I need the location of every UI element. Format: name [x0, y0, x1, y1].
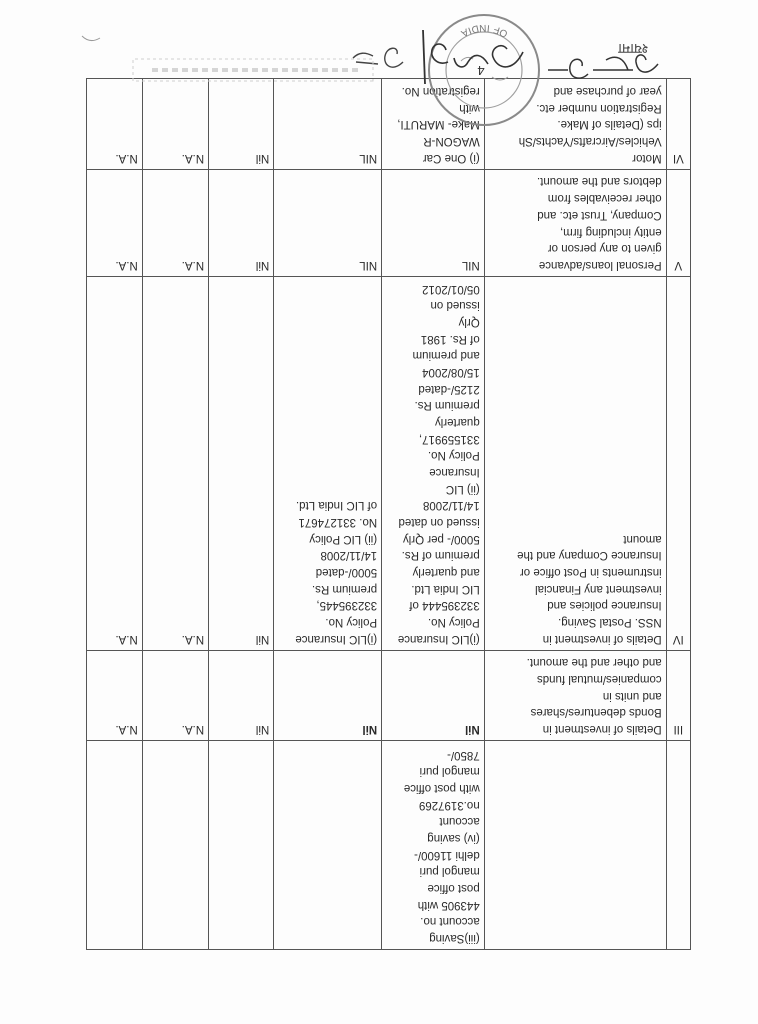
page-number: 4 — [477, 63, 485, 78]
dependent-1-value — [209, 741, 274, 950]
row-number: VI — [666, 79, 690, 169]
dependent-2-value: N.A. — [142, 79, 208, 169]
faint-date-stamp — [123, 49, 378, 89]
self-value: Nil — [382, 650, 485, 740]
row-number: V — [666, 169, 690, 276]
table-row — [87, 169, 691, 276]
self-value: NIL — [382, 169, 485, 276]
dependent-1-value: Nil — [209, 276, 274, 650]
row-description: Motor Vehicles/Aircrafts/Yachts/Sh ips (Details of Make. Registration number etc. year of purchase and — [484, 79, 666, 169]
spouse-value — [274, 741, 382, 950]
svg-text:OF INDIA: OF INDIA — [458, 21, 510, 40]
dependent-2-value: N.A. — [142, 276, 208, 650]
spouse-value: NIL — [274, 79, 382, 169]
dependent-3-value: N.A. — [87, 169, 143, 276]
table-row — [87, 650, 691, 740]
table-row — [87, 276, 691, 650]
dependent-1-value: Nil — [209, 650, 274, 740]
spouse-value: (i)LIC Insurance Policy No. 332395445, premium Rs. 5000/-dated 14/11/2008 (ii) LIC Policy No. 331274671 of LIC India Ltd. — [274, 276, 382, 650]
spouse-value: NIL — [274, 169, 382, 276]
assets-declaration-table — [86, 78, 691, 950]
row-description — [484, 741, 666, 950]
row-description: Personal loans/advance given to any person or entity including firm, Company, Trust etc. and other receivables from debtors and the amount. — [484, 169, 666, 276]
dependent-3-value: N.A. — [87, 650, 143, 740]
dependent-1-value: Nil — [209, 169, 274, 276]
self-value: (iii)Saving account no. 443905 with post office mangol puri delhi 11600/- (iv) saving account no.3197269 with post office mangol puri 7850/- — [382, 741, 485, 950]
spouse-value: Nil — [274, 650, 382, 740]
row-description: Details of investment in Bonds debentures/shares and units in companies/mutual funds and other and the amount. — [484, 650, 666, 740]
svg-text:श्यामा: श्यामा — [618, 40, 648, 56]
dependent-3-value: N.A. — [87, 276, 143, 650]
dependent-2-value: N.A. — [142, 169, 208, 276]
dependent-2-value — [142, 741, 208, 950]
row-number — [666, 741, 690, 950]
dependent-3-value: N.A. — [87, 79, 143, 169]
self-value: (i) One Car WAGON-R Make- MARUTI, with registration No. — [382, 79, 485, 169]
dependent-1-value: Nil — [209, 79, 274, 169]
scan-edge-mark — [80, 22, 110, 42]
signature-scribble — [538, 34, 668, 94]
self-value: (i)LIC Insurance Policy No. 332395444 of LIC India Ltd. and quarterly premium of Rs. 5000/- per Qrly issued on dated 14/11/2008 (ii) LIC Insurance Policy No. 331559917, quarterly premium Rs. 2125/-dated 15/08/2004 and premium of Rs. 1981 Qrly issued on 05/01/2012 — [382, 276, 485, 650]
row-description: Details of investment in NSS. Postal Saving. Insurance policies and investment any Financial instruments in Post office or Insurance Company and the amount — [484, 276, 666, 650]
dependent-3-value — [87, 741, 143, 950]
table-row — [87, 741, 691, 950]
dependent-2-value: N.A. — [142, 650, 208, 740]
row-number: IV — [666, 276, 690, 650]
row-number: III — [666, 650, 690, 740]
